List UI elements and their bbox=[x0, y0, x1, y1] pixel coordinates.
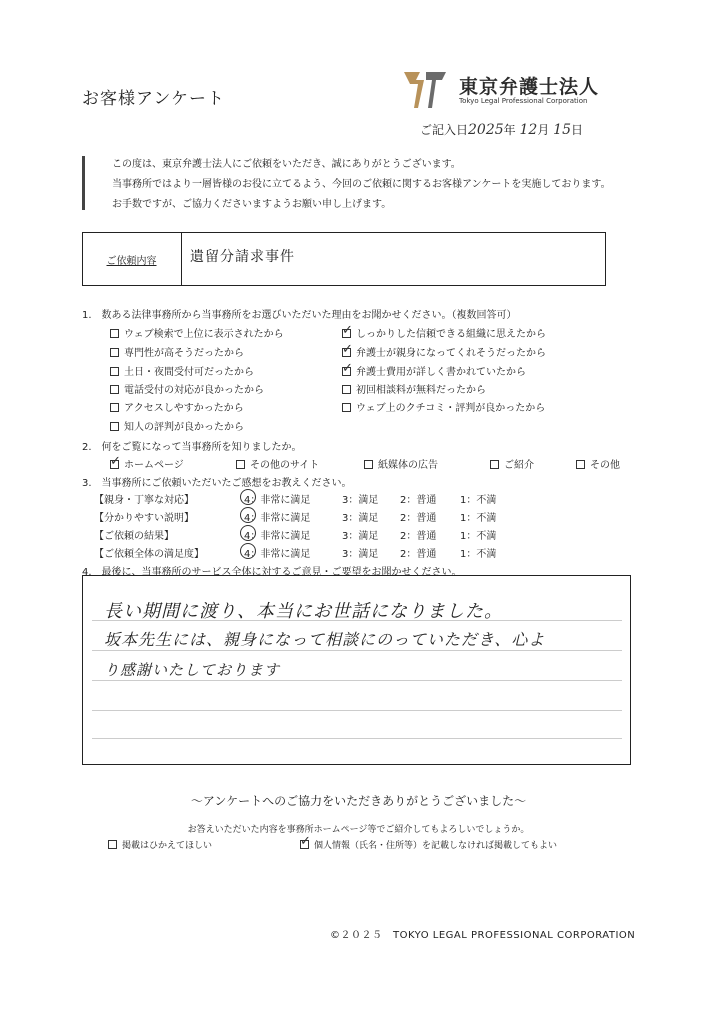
checkbox[interactable] bbox=[236, 460, 245, 469]
date-month: 12 bbox=[519, 122, 538, 138]
option-label: 専門性が高そうだったから bbox=[124, 348, 244, 359]
rating-label: 【親身・丁寧な対応】 bbox=[94, 495, 194, 506]
q1-option[interactable] bbox=[110, 418, 244, 433]
checkbox-checked[interactable] bbox=[342, 329, 351, 338]
option-label: 弁護士費用が詳しく書かれていたから bbox=[356, 367, 526, 378]
q1-option[interactable] bbox=[342, 344, 546, 359]
rating-label: 【分かりやすい説明】 bbox=[94, 513, 194, 524]
ruled-line bbox=[92, 680, 622, 681]
option-label: 弁護士が親身になってくれそうだったから bbox=[356, 348, 546, 359]
permission-decline-option[interactable] bbox=[108, 838, 212, 851]
ruled-line bbox=[92, 738, 622, 739]
q2-option[interactable] bbox=[490, 456, 534, 471]
checkbox[interactable] bbox=[110, 385, 119, 394]
q1-option[interactable] bbox=[110, 325, 284, 340]
q1-option[interactable] bbox=[110, 399, 244, 414]
scale-2[interactable]: 2：普通 bbox=[400, 531, 437, 542]
permission-accept-option[interactable] bbox=[300, 838, 557, 851]
checkbox[interactable] bbox=[110, 367, 119, 376]
q2-option[interactable] bbox=[364, 456, 438, 471]
date-year-suffix: 年 bbox=[503, 123, 516, 137]
checkbox[interactable] bbox=[364, 460, 373, 469]
q1-option[interactable] bbox=[342, 363, 526, 378]
checkbox-checked[interactable] bbox=[110, 460, 119, 469]
checkbox[interactable] bbox=[108, 840, 117, 849]
thanks-message: ～アンケートへのご協力をいただきありがとうございました～ bbox=[190, 794, 527, 808]
firm-name: 東京弁護士法人 bbox=[459, 76, 600, 98]
scale-1[interactable]: 1：不満 bbox=[460, 549, 497, 560]
date-month-suffix: 月 bbox=[537, 123, 550, 137]
date-label: ご記入日 bbox=[420, 123, 469, 137]
option-label: 掲載はひかえてほしい bbox=[122, 841, 213, 851]
option-label: 知人の評判が良かったから bbox=[124, 422, 244, 433]
scale-3[interactable]: 3：満足 bbox=[342, 549, 379, 560]
scale-4[interactable]: 4：非常に満足 bbox=[244, 549, 311, 560]
q2-option[interactable] bbox=[576, 456, 620, 471]
checkbox[interactable] bbox=[576, 460, 585, 469]
option-label: ウェブ検索で上位に表示されたから bbox=[124, 329, 284, 340]
checkbox[interactable] bbox=[342, 385, 351, 394]
q1-option[interactable] bbox=[110, 344, 244, 359]
entry-date bbox=[420, 121, 583, 138]
scale-4[interactable]: 4：非常に満足 bbox=[244, 513, 311, 524]
scale-3[interactable]: 3：満足 bbox=[342, 531, 379, 542]
scale-3[interactable]: 3：満足 bbox=[342, 495, 379, 506]
request-value[interactable]: 遺留分請求事件 bbox=[190, 249, 295, 265]
rating-label: 【ご依頼全体の満足度】 bbox=[94, 549, 204, 560]
checkbox[interactable] bbox=[110, 348, 119, 357]
checkbox[interactable] bbox=[342, 403, 351, 412]
q2-option[interactable] bbox=[236, 456, 319, 471]
option-label: その他 bbox=[590, 460, 620, 471]
rating-label: 【ご依頼の結果】 bbox=[94, 531, 174, 542]
option-label: アクセスしやすかったから bbox=[124, 403, 244, 414]
scale-3[interactable]: 3：満足 bbox=[342, 513, 379, 524]
scale-2[interactable]: 2：普通 bbox=[400, 513, 437, 524]
q4-question: 4. 最後に、当事務所のサービス全体に対するご意見・ご要望をお聞かせください。 bbox=[82, 567, 462, 578]
q1-option[interactable] bbox=[342, 381, 486, 396]
q1-option[interactable] bbox=[342, 399, 545, 414]
scale-1[interactable]: 1：不満 bbox=[460, 513, 497, 524]
q2-option[interactable] bbox=[110, 456, 184, 471]
footer-copyright: ©２０２５ TOKYO LEGAL PROFESSIONAL CORPORATION bbox=[330, 930, 636, 941]
intro-line-3: お手数ですが、ご協力くださいますようお願い申し上げます。 bbox=[112, 199, 392, 210]
scale-4[interactable]: 4：非常に満足 bbox=[244, 531, 311, 542]
checkbox-checked[interactable] bbox=[300, 840, 309, 849]
option-label: ホームページ bbox=[124, 460, 184, 471]
q3-question: 3. 当事務所にご依頼いただいたご感想をお教えください。 bbox=[82, 478, 352, 489]
checkbox[interactable] bbox=[110, 329, 119, 338]
option-label: 個人情報（氏名・住所等）を記載しなければ掲載してもよい bbox=[314, 841, 558, 851]
comment-line-2: 坂本先生には、親身になって相談にのっていただき、心よ bbox=[104, 630, 546, 649]
request-label: ご依頼内容 bbox=[82, 232, 182, 286]
checkbox[interactable] bbox=[110, 422, 119, 431]
scale-1[interactable]: 1：不満 bbox=[460, 531, 497, 542]
firm-logo-icon bbox=[402, 70, 448, 110]
q1-option[interactable] bbox=[342, 325, 546, 340]
page-title: お客様アンケート bbox=[82, 89, 225, 109]
option-label: 電話受付の対応が良かったから bbox=[124, 385, 264, 396]
date-year: 2025 bbox=[468, 122, 504, 138]
option-label: その他のサイト bbox=[250, 460, 320, 471]
option-label: 土日・夜間受付可だったから bbox=[124, 367, 254, 378]
scale-4[interactable]: 4：非常に満足 bbox=[244, 495, 311, 506]
ruled-line bbox=[92, 650, 622, 651]
q1-option[interactable] bbox=[110, 381, 264, 396]
date-day: 15 bbox=[553, 122, 571, 138]
checkbox-checked[interactable] bbox=[342, 367, 351, 376]
scale-1[interactable]: 1：不満 bbox=[460, 495, 497, 506]
comment-line-3: り感謝いたしております bbox=[104, 661, 281, 679]
intro-line-1: この度は、東京弁護士法人にご依頼をいただき、誠にありがとうございます。 bbox=[112, 159, 461, 170]
option-label: 初回相談料が無料だったから bbox=[356, 385, 486, 396]
option-label: しっかりした信頼できる組織に思えたから bbox=[356, 329, 546, 340]
permission-question: お答えいただいた内容を事務所ホームページ等でご紹介してもよろしいでしょうか。 bbox=[187, 825, 530, 835]
date-day-suffix: 日 bbox=[571, 123, 584, 137]
q1-option[interactable] bbox=[110, 363, 254, 378]
scale-2[interactable]: 2：普通 bbox=[400, 549, 437, 560]
intro-accent-bar bbox=[82, 156, 85, 210]
intro-line-2: 当事務所ではより一層皆様のお役に立てるよう、今回のご依頼に関するお客様アンケートを実施しております。 bbox=[112, 179, 611, 190]
firm-name-english: Tokyo Legal Professional Corporation bbox=[459, 97, 588, 105]
option-label: ご紹介 bbox=[504, 460, 534, 471]
scale-2[interactable]: 2：普通 bbox=[400, 495, 437, 506]
comment-line-1: 長い期間に渡り、本当にお世話になりました。 bbox=[104, 601, 503, 622]
q2-question: 2. 何をご覧になって当事務所を知りましたか。 bbox=[82, 442, 302, 453]
q1-question: 1. 数ある法律事務所から当事務所をお選びいただいた理由をお聞かせください。（複数回答可） bbox=[82, 310, 517, 321]
checkbox[interactable] bbox=[490, 460, 499, 469]
ruled-line bbox=[92, 710, 622, 711]
option-label: ウェブ上のクチコミ・評判が良かったから bbox=[356, 403, 546, 414]
checkbox[interactable] bbox=[110, 403, 119, 412]
checkbox-checked[interactable] bbox=[342, 348, 351, 357]
option-label: 紙媒体の広告 bbox=[378, 460, 438, 471]
